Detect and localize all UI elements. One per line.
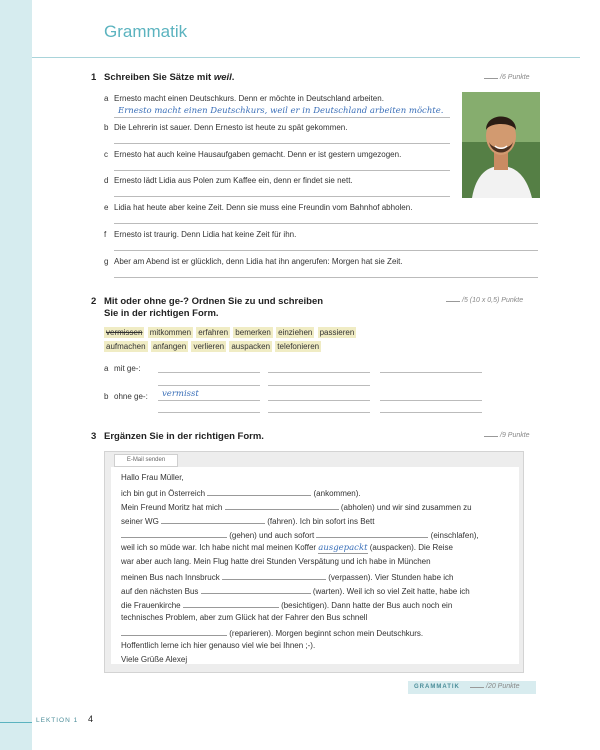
email-text: seiner WG [121,517,159,526]
ex2-blank-a3[interactable] [380,372,482,373]
ex1-item-e-text: Lidia hat heute aber keine Zeit. Denn sie muss eine Freundin vom Bahnhof abholen. [114,203,413,212]
word-chip: verlieren [193,342,225,351]
ex1-answer-line-c[interactable] [114,170,450,171]
word-bank-row-2 [104,341,322,352]
email-blank[interactable] [207,487,311,496]
email-line: Hoffentlich lerne ich hier genauso viel wie bei Ihnen ;-). [121,641,316,650]
ex1-item-e-letter: e [104,203,109,212]
email-text: (besichtigen). Dann hatte der Bus auch noch ein [281,601,453,610]
word-chip: mitkommen [149,328,192,337]
exercise-1-heading-keyword: weil [213,72,232,83]
page-number: 4 [88,714,94,724]
email-blank[interactable] [183,599,279,608]
total-points-label: GRAMMATIK [414,684,460,690]
exercise-3-points [484,432,530,439]
exercise-2-heading-line2: Sie in der richtigen Form. [104,308,219,319]
exercise-1-heading-text: Schreiben Sie Sätze mit [104,72,212,83]
email-blank[interactable] [121,627,227,636]
email-text: (fahren). Ich bin sofort ins Bett [267,517,375,526]
email-line: war aber auch lang. Mein Flug hatte drei Stunden Verspätung und ich habe in München [121,557,431,566]
ex1-item-c-letter: c [104,150,108,159]
email-text: meinen Bus nach Innsbruck [121,573,220,582]
ex1-item-f-letter: f [104,230,107,239]
email-text: (warten). Weil ich so viel Zeit hatte, habe ich [312,587,470,596]
word-chip: einziehen [278,328,313,337]
page-title: Grammatik [104,22,188,41]
email-line: Hallo Frau Müller, [121,473,184,482]
ex1-answer-line-e[interactable] [114,223,538,224]
word-chip: telefonieren [277,342,320,351]
email-blank[interactable] [201,585,311,594]
word-chip: passieren [319,328,355,337]
exercise-1-points-text: /6 Punkte [500,74,530,81]
ex2-label-a-letter: a [104,364,109,373]
points-blank[interactable] [446,301,460,302]
ex1-item-c-text: Ernesto hat auch keine Hausaufgaben gemacht. Denn er ist gestern umgezogen. [114,150,402,159]
ex2-blank-b3[interactable] [380,400,482,401]
ex2-blank-a4[interactable] [158,385,260,386]
email-text: Mein Freund Moritz hat mich [121,503,223,512]
exercise-2-heading-line1: Mit oder ohne ge-? Ordnen Sie zu und schreiben [104,296,324,307]
points-blank[interactable] [470,687,484,688]
word-chip: aufmachen [106,342,146,351]
email-text: (reparieren). Morgen beginnt schon mein Deutschkurs. [229,629,424,638]
portrait-illustration [462,92,540,198]
email-text: (ankommen). [313,489,361,498]
email-blank[interactable] [316,529,428,538]
lesson-label: LEKTION 1 [36,717,79,724]
email-line [121,571,453,582]
ex1-item-a-letter: a [104,94,109,103]
ex2-blank-a1[interactable] [158,372,260,373]
exercise-1-heading-end: . [231,72,235,83]
ex2-blank-b1[interactable] [158,400,260,401]
points-blank[interactable] [484,436,498,437]
exercise-2-number: 2 [91,296,97,307]
word-chip: erfahren [198,328,229,337]
email-line [121,501,472,512]
footer-rule [0,722,32,723]
ex1-answer-line-g[interactable] [114,277,538,278]
ex1-item-b-letter: b [104,123,109,132]
email-line [121,599,452,610]
ex1-item-g-text: Aber am Abend ist er glücklich, denn Lidia hat ihn angerufen: Morgen hat sie Zeit. [114,257,403,266]
email-text: (auspacken). Die Reise [369,543,453,552]
ex1-answer-line-f[interactable] [114,250,538,251]
ex1-item-a-text: Ernesto macht einen Deutschkurs. Denn er möchte in Deutschland arbeiten. [114,94,384,103]
ex1-item-d-text: Ernesto lädt Lidia aus Polen zum Kaffee ein, denn er findet sie nett. [114,176,353,185]
word-chip: auspacken [231,342,271,351]
email-text: (abholen) und wir sind zusammen zu [340,503,472,512]
word-chip: vermissen [106,328,143,337]
email-line [121,627,423,638]
email-text: die Frauenkirche [121,601,181,610]
email-blank[interactable] [225,501,339,510]
email-line: Viele Grüße Alexej [121,655,188,664]
email-line [121,543,453,553]
ex1-item-b-text: Die Lehrerin ist sauer. Denn Ernesto ist heute zu spät gekommen. [114,123,348,132]
ex1-item-d-letter: d [104,176,109,185]
total-points-text: /20 Punkte [486,683,520,690]
email-text: weil ich so müde war. Ich habe nicht mal meinen Koffer [121,543,317,552]
ex1-item-g-letter: g [104,257,109,266]
ex2-blank-a5[interactable] [268,385,370,386]
email-text: ich bin gut in Österreich [121,489,206,498]
ex2-blank-b2[interactable] [268,400,370,401]
email-line [121,515,374,526]
ex2-label-a-text: mit ge-: [114,364,141,373]
email-text: (gehen) und auch sofort [229,531,315,540]
email-blank[interactable] [121,529,227,538]
email-line: technisches Problem, aber zum Glück hat der Fahrer den Bus schnell [121,613,368,622]
exercise-1-points [484,74,530,81]
exercise-1-heading [104,72,234,84]
exercise-3-points-text: /9 Punkte [500,432,530,439]
email-line [121,529,479,540]
total-points-value [470,683,519,690]
exercise-3-heading: Ergänzen Sie in der richtigen Form. [104,431,264,442]
ex2-label-b-letter: b [104,392,109,401]
exercise-1-number: 1 [91,72,97,83]
email-line [121,487,361,498]
ex2-blank-b4[interactable] [158,412,260,413]
ex2-blank-a2[interactable] [268,372,370,373]
ex1-answer-line-b[interactable] [114,143,450,144]
ex2-example-answer: vermisst [162,389,199,399]
email-send-tab[interactable]: E-Mail senden [114,454,178,467]
email-blank[interactable] [222,571,326,580]
points-blank[interactable] [484,78,498,79]
ex1-answer-line-d[interactable] [114,196,450,197]
ex1-answer-line-a[interactable] [114,117,450,118]
ex2-blank-b6[interactable] [380,412,482,413]
exercise-2-points [446,297,523,304]
email-handwritten-answer: ausgepackt [318,543,368,553]
email-line [121,585,470,596]
title-divider [32,57,580,58]
email-text: (verpassen). Vier Stunden habe ich [328,573,454,582]
student-photo [462,92,540,198]
word-bank-row-1 [104,327,357,338]
word-chip: anfangen [152,342,187,351]
ex2-label-b-text: ohne ge-: [114,392,148,401]
exercise-3-number: 3 [91,431,97,442]
exercise-2-points-text: /5 (10 x 0,5) Punkte [462,297,524,304]
ex1-item-f-text: Ernesto ist traurig. Denn Lidia hat keine Zeit für ihn. [114,230,297,239]
email-text: auf den nächsten Bus [121,587,199,596]
ex2-blank-b5[interactable] [268,412,370,413]
word-chip: bemerken [235,328,271,337]
left-margin-band [0,0,32,750]
email-blank[interactable] [161,515,265,524]
email-text: (einschlafen), [430,531,479,540]
ex1-example-answer: Ernesto macht einen Deutschkurs, weil er in Deutschland arbeiten möchte. [118,106,444,116]
